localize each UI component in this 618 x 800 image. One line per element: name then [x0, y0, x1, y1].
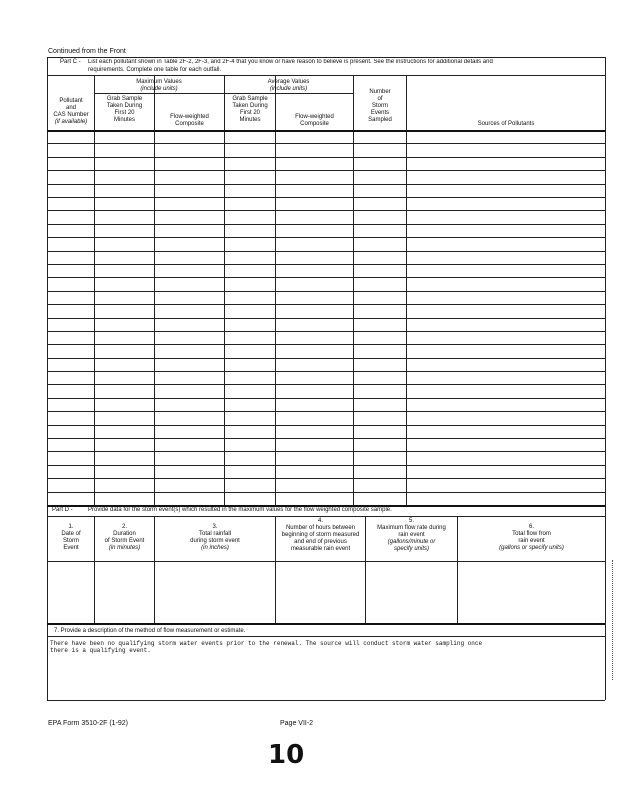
- page-number: Page VII-2: [280, 720, 314, 727]
- part-d-col-duration: 2. Duration of Storm Event (in minutes): [104, 524, 145, 551]
- pollutant-row-line: [47, 210, 605, 211]
- col-number-header: Number of Storm Events Sampled: [368, 89, 392, 123]
- col-sources-header: Sources of Pollutants: [477, 121, 535, 127]
- pollutant-row-line: [47, 425, 605, 426]
- pollutant-row-line: [47, 170, 605, 171]
- pollutant-row-line: [47, 184, 605, 185]
- avg-values-units: (include units): [269, 86, 308, 92]
- pollutant-row-line: [47, 224, 605, 225]
- part-c-instruction-2: requirements. Complete one table for each outfall.: [88, 67, 222, 73]
- pollutant-row-line: [47, 251, 605, 252]
- pollutant-row-line: [47, 344, 605, 345]
- pollutant-row-line: [47, 237, 605, 238]
- pollutant-row-line: [47, 384, 605, 385]
- pollutant-row-line: [47, 438, 605, 439]
- col-grab-max-header: Grab Sample Taken During First 20 Minutes: [106, 96, 143, 123]
- pollutant-row-line: [47, 371, 605, 372]
- item-7-prompt: 7. Provide a description of the method of flow measurement or estimate.: [54, 628, 246, 634]
- part-d-col-total-flow: 6. Total flow from rain event (gallons or specify units): [499, 524, 564, 551]
- part-d-col-max-flow-rate: 5. Maximum flow rate during rain event (gallons/minute or specify units): [377, 518, 446, 552]
- pollutant-row-line: [47, 277, 605, 278]
- part-d-col-rainfall: 3. Total rainfall during storm event (in inches): [190, 524, 240, 551]
- form-id: EPA Form 3510-2F (1-92): [48, 720, 129, 727]
- pollutant-row-line: [47, 157, 605, 158]
- pollutant-row-line: [47, 318, 605, 319]
- flow-measurement-response-2: there is a qualifying event.: [50, 647, 151, 654]
- pollutant-row-line: [47, 331, 605, 332]
- pollutant-row-line: [47, 304, 605, 305]
- part-d-col-date: 1. Date of Storm Event: [61, 524, 81, 551]
- pollutant-row-line: [47, 264, 605, 265]
- pollutant-row-line: [47, 492, 605, 493]
- pollutant-row-line: [47, 358, 605, 359]
- part-c-instruction-1: List each pollutant shown in Table 2F-2, 2F-3, and 2F-4 that you know or have reason to believe is present. See the instructions for additional details and: [88, 59, 493, 65]
- col-flow-avg-header: Flow-weighted Composite: [295, 114, 334, 127]
- col-pollutant-header: Pollutant and CAS Number (if available): [53, 98, 89, 125]
- pollutant-row-line: [47, 451, 605, 452]
- part-d-instruction: Provide data for the storm event(s) which resulted in the maximum values for the flow weighted composite sample.: [88, 507, 392, 513]
- pollutant-row-line: [47, 398, 605, 399]
- col-flow-max-header: Flow-weighted Composite: [170, 114, 209, 127]
- part-c-label: Part C -: [60, 59, 81, 65]
- pollutant-row-line: [47, 465, 605, 466]
- pollutant-row-line: [47, 291, 605, 292]
- continued-from-front: Continued from the Front: [48, 48, 126, 55]
- col-grab-avg-header: Grab Sample Taken During First 20 Minutes: [232, 96, 268, 123]
- max-values-title: Maximum Values: [136, 79, 182, 85]
- avg-values-title: Average Values: [267, 79, 310, 85]
- pollutant-row-line: [47, 411, 605, 412]
- pollutant-row-line: [47, 143, 605, 144]
- pollutant-row-line: [47, 478, 605, 479]
- flow-measurement-response-1: There have been no qualifying storm water events prior to the renewal. The source will conduct storm water sampling once: [50, 640, 483, 647]
- pollutant-row-line: [47, 197, 605, 198]
- part-d-label: Part D -: [52, 507, 73, 513]
- handwritten-page-number: 10: [268, 740, 305, 770]
- max-values-units: (include units): [140, 86, 178, 92]
- part-d-col-hours-between: 4. Number of hours between beginning of storm measured and end of previous measurable rain event: [281, 518, 360, 552]
